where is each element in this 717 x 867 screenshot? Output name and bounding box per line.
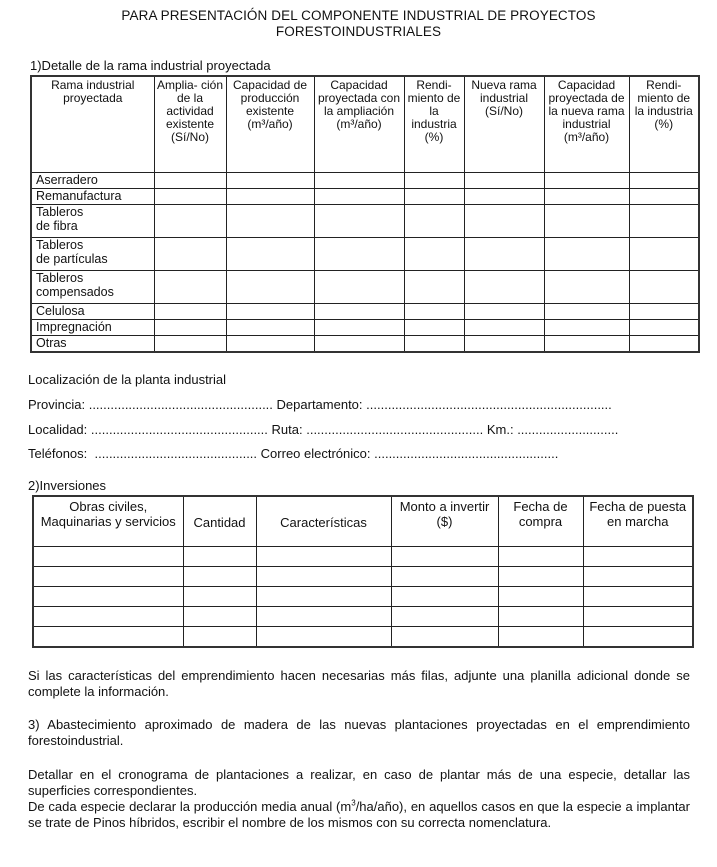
input-cell[interactable]: [33, 627, 183, 648]
row-label-line: Impregnación: [36, 320, 112, 334]
extra-rows-note: Si las características del emprendimiento hacen necesarias más filas, adjunte una planilla adicional donde se complete la información.: [28, 668, 690, 699]
detail2-text-start: De cada especie declarar la producción media anual (m: [28, 799, 352, 814]
input-cell[interactable]: [629, 205, 699, 238]
input-cell[interactable]: [256, 547, 391, 567]
input-cell[interactable]: [404, 304, 464, 320]
input-cell[interactable]: [391, 607, 498, 627]
table-row: [31, 189, 699, 205]
input-cell[interactable]: [629, 173, 699, 189]
input-cell[interactable]: [629, 189, 699, 205]
input-cell[interactable]: [183, 607, 256, 627]
row-label: [31, 205, 154, 238]
input-cell[interactable]: [464, 271, 544, 304]
localidad-field[interactable]: .................................................: [90, 422, 268, 437]
ruta-field[interactable]: .................................................: [306, 422, 484, 437]
localidad-label: Localidad:: [28, 422, 88, 437]
input-cell[interactable]: [404, 238, 464, 271]
input-cell[interactable]: [391, 627, 498, 648]
input-cell[interactable]: [498, 587, 583, 607]
row-label-line: Aserradero: [36, 173, 98, 187]
row-label-line: Remanufactura: [36, 189, 122, 203]
input-cell[interactable]: [154, 336, 226, 353]
industrial-branch-table: [30, 75, 700, 353]
input-cell[interactable]: [583, 627, 693, 648]
table-row: [31, 304, 699, 320]
input-cell[interactable]: [256, 567, 391, 587]
input-cell[interactable]: [404, 189, 464, 205]
input-cell[interactable]: [183, 587, 256, 607]
row-label: [31, 189, 154, 205]
column-header: Capacidad proyectada con la ampliación (m³/año): [314, 76, 404, 173]
input-cell[interactable]: [256, 607, 391, 627]
table-row: [31, 238, 699, 271]
row-label-line: Tableros: [36, 271, 84, 285]
input-cell[interactable]: [583, 567, 693, 587]
row-label-line: de fibra: [36, 219, 78, 233]
provincia-field[interactable]: ...................................................: [88, 397, 273, 412]
input-cell[interactable]: [226, 271, 314, 304]
input-cell[interactable]: [391, 567, 498, 587]
input-cell[interactable]: [256, 587, 391, 607]
input-cell[interactable]: [464, 189, 544, 205]
document-title: [0, 8, 717, 40]
input-cell[interactable]: [391, 547, 498, 567]
km-field[interactable]: ............................: [517, 422, 619, 437]
input-cell[interactable]: [583, 607, 693, 627]
departamento-label: Departamento:: [276, 397, 363, 412]
input-cell[interactable]: [464, 304, 544, 320]
row-label: [31, 304, 154, 320]
row-label-line: Otras: [36, 336, 67, 350]
table-row: [33, 547, 693, 567]
detail-paragraph-1: Detallar en el cronograma de plantaciones a realizar, en caso de plantar más de una especie, detallar las superficies correspondientes.: [28, 767, 690, 798]
input-cell[interactable]: [583, 587, 693, 607]
location-heading: Localización de la planta industrial: [28, 372, 227, 387]
row-label-line: de partículas: [36, 252, 108, 266]
row-label-line: compensados: [36, 285, 114, 299]
table-row: [33, 587, 693, 607]
column-header: Rendi- miento de la industria (%): [404, 76, 464, 173]
telefonos-line: [28, 446, 558, 461]
table-row: [31, 320, 699, 336]
input-cell[interactable]: [629, 238, 699, 271]
input-cell[interactable]: [226, 189, 314, 205]
telefonos-field[interactable]: .............................................: [90, 446, 258, 461]
title-line-2: FORESTOINDUSTRIALES: [275, 24, 442, 39]
input-cell[interactable]: [404, 336, 464, 353]
column-header: Obras civiles, Maquinarias y servicios: [33, 496, 183, 547]
input-cell[interactable]: [544, 320, 629, 336]
input-cell[interactable]: [404, 173, 464, 189]
input-cell[interactable]: [154, 271, 226, 304]
input-cell[interactable]: [498, 567, 583, 587]
input-cell[interactable]: [154, 173, 226, 189]
input-cell[interactable]: [226, 304, 314, 320]
input-cell[interactable]: [391, 587, 498, 607]
table-row: [31, 336, 699, 353]
km-label: Km.:: [486, 422, 514, 437]
title-line-1: PARA PRESENTACIÓN DEL COMPONENTE INDUSTRIAL DE PROYECTOS: [121, 8, 596, 23]
row-label-line: Tableros: [36, 238, 84, 252]
input-cell[interactable]: [154, 205, 226, 238]
input-cell[interactable]: [544, 173, 629, 189]
input-cell[interactable]: [314, 189, 404, 205]
row-label-line: Celulosa: [36, 304, 85, 318]
column-header: Cantidad: [183, 496, 256, 547]
input-cell[interactable]: [183, 627, 256, 648]
input-cell[interactable]: [154, 304, 226, 320]
input-cell[interactable]: [314, 238, 404, 271]
input-cell[interactable]: [226, 320, 314, 336]
table-row: [33, 627, 693, 648]
input-cell[interactable]: [498, 607, 583, 627]
input-cell[interactable]: [154, 189, 226, 205]
input-cell[interactable]: [544, 271, 629, 304]
input-cell[interactable]: [629, 271, 699, 304]
input-cell[interactable]: [314, 173, 404, 189]
column-header: Rendi- miento de la industria (%): [629, 76, 699, 173]
departamento-field[interactable]: ....................................................................: [366, 397, 612, 412]
input-cell[interactable]: [464, 205, 544, 238]
input-cell[interactable]: [629, 304, 699, 320]
row-label: [31, 173, 154, 189]
input-cell[interactable]: [404, 320, 464, 336]
column-header: Capacidad de producción existente (m³/año): [226, 76, 314, 173]
row-label: [31, 320, 154, 336]
input-cell[interactable]: [154, 238, 226, 271]
section2-heading: 2)Inversiones: [28, 478, 107, 493]
column-header: Capacidad proyectada de la nueva rama industrial (m³/año): [544, 76, 629, 173]
input-cell[interactable]: [314, 205, 404, 238]
input-cell[interactable]: [464, 173, 544, 189]
input-cell[interactable]: [629, 336, 699, 353]
input-cell[interactable]: [629, 320, 699, 336]
correo-field[interactable]: ...................................................: [374, 446, 559, 461]
column-header: Fecha de puesta en marcha: [583, 496, 693, 547]
input-cell[interactable]: [183, 567, 256, 587]
input-cell[interactable]: [314, 271, 404, 304]
row-label: [31, 336, 154, 353]
input-cell[interactable]: [544, 238, 629, 271]
input-cell[interactable]: [226, 173, 314, 189]
column-header: Monto a invertir ($): [391, 496, 498, 547]
row-label-line: Tableros: [36, 205, 84, 219]
input-cell[interactable]: [314, 320, 404, 336]
localidad-line: [28, 422, 618, 437]
table-row: [31, 173, 699, 189]
table-row: [33, 567, 693, 587]
table-header-row: [33, 496, 693, 547]
input-cell[interactable]: [404, 205, 464, 238]
provincia-label: Provincia:: [28, 397, 86, 412]
column-header: Características: [256, 496, 391, 547]
table-row: [31, 271, 699, 304]
input-cell[interactable]: [464, 320, 544, 336]
input-cell[interactable]: [314, 336, 404, 353]
input-cell[interactable]: [544, 304, 629, 320]
input-cell[interactable]: [33, 607, 183, 627]
input-cell[interactable]: [154, 320, 226, 336]
ruta-label: Ruta:: [271, 422, 303, 437]
input-cell[interactable]: [544, 189, 629, 205]
detail2-text-end: /ha/año), en aquellos casos en que la especie a implantar se trate de Pinos híbridos, escribir el nombre de los mismos con su correcta nomenclatura.: [28, 799, 690, 830]
input-cell[interactable]: [498, 547, 583, 567]
column-header: Rama industrial proyectada: [31, 76, 154, 173]
row-label: [31, 238, 154, 271]
input-cell[interactable]: [498, 627, 583, 648]
correo-label: Correo electrónico:: [260, 446, 371, 461]
telefonos-label: Teléfonos:: [28, 446, 88, 461]
input-cell[interactable]: [404, 271, 464, 304]
input-cell[interactable]: [226, 205, 314, 238]
section3-heading: 3) Abastecimiento aproximado de madera de las nuevas plantaciones proyectadas en el emprendimiento forestoindustrial.: [28, 717, 690, 748]
superscript: 3: [351, 798, 356, 808]
input-cell[interactable]: [226, 238, 314, 271]
section1-heading: 1)Detalle de la rama industrial proyectada: [30, 58, 271, 73]
input-cell[interactable]: [314, 304, 404, 320]
input-cell[interactable]: [464, 336, 544, 353]
column-header: Nueva rama industrial (Sí/No): [464, 76, 544, 173]
investments-table: [32, 495, 694, 648]
row-label: [31, 271, 154, 304]
input-cell[interactable]: [544, 336, 629, 353]
input-cell[interactable]: [544, 205, 629, 238]
input-cell[interactable]: [256, 627, 391, 648]
input-cell[interactable]: [226, 336, 314, 353]
input-cell[interactable]: [33, 547, 183, 567]
table-row: [31, 205, 699, 238]
input-cell[interactable]: [583, 547, 693, 567]
provincia-line: [28, 397, 612, 412]
input-cell[interactable]: [33, 587, 183, 607]
input-cell[interactable]: [33, 567, 183, 587]
detail-paragraph-2: [28, 799, 690, 831]
input-cell[interactable]: [464, 238, 544, 271]
input-cell[interactable]: [183, 547, 256, 567]
column-header: Amplia- ción de la actividad existente (Sí/No): [154, 76, 226, 173]
table-header-row: [31, 76, 699, 173]
table-row: [33, 607, 693, 627]
column-header: Fecha de compra: [498, 496, 583, 547]
